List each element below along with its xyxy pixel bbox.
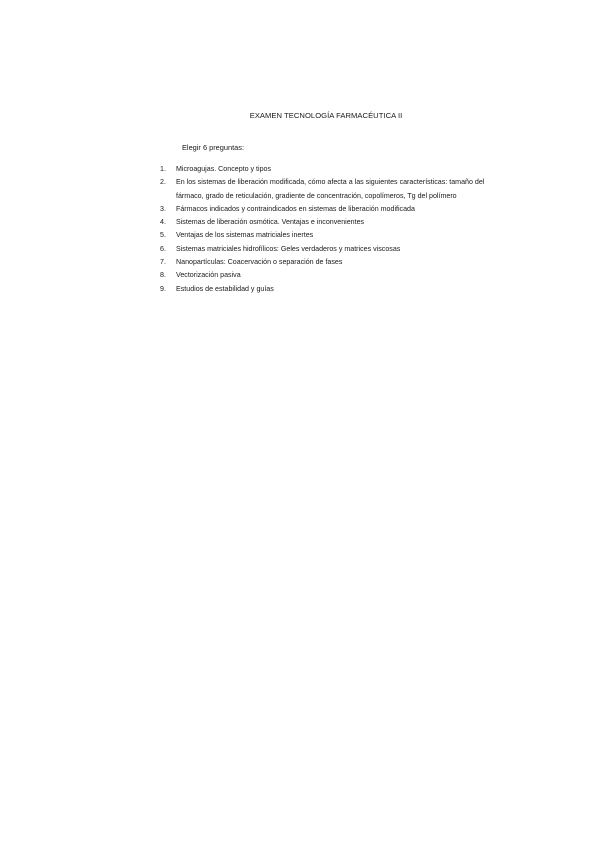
question-number: 9. <box>160 284 166 293</box>
question-text: Microagujas. Concepto y tipos <box>176 165 272 173</box>
question-text: Estudios de estabilidad y guías <box>176 284 274 293</box>
question-text: Ventajas de los sistemas matriciales inertes <box>176 231 314 240</box>
question-item-4 <box>160 216 500 229</box>
question-number: 8. <box>160 271 166 280</box>
question-item-1 <box>160 163 500 176</box>
question-item-8 <box>160 269 500 282</box>
question-number: 7. <box>160 258 166 267</box>
question-number: 5. <box>160 231 166 240</box>
question-text: Vectorización pasiva <box>176 271 241 280</box>
question-item-5 <box>160 229 500 242</box>
question-text: En los sistemas de liberación modificada, cómo afecta a las siguientes características: tamaño del fármaco, grado de reticulación, gradiente de concentración, copolímeros, Tg del polímero <box>176 178 485 200</box>
exam-instruction: Elegir 6 preguntas: <box>182 143 245 152</box>
question-item-2 <box>160 176 500 203</box>
question-number: 1. <box>160 165 166 173</box>
question-number: 2. <box>160 178 166 187</box>
question-item-9 <box>160 283 500 296</box>
document-title: EXAMEN TECNOLOGÍA FARMACÉUTICA II <box>249 111 403 120</box>
question-item-6 <box>160 243 500 256</box>
question-item-7 <box>160 256 500 269</box>
question-text: Fármacos indicados y contraindicados en sistemas de liberación modificada <box>176 204 415 213</box>
question-text: Sistemas de liberación osmótica. Ventajas e inconvenientes <box>176 218 365 227</box>
question-text: Sistemas matriciales hidrofílicos: Geles verdaderos y matrices viscosas <box>176 244 401 253</box>
question-number: 4. <box>160 218 166 227</box>
question-text: Nanopartículas: Coacervación o separación de fases <box>176 258 343 267</box>
question-number: 6. <box>160 244 166 253</box>
question-item-3 <box>160 203 500 216</box>
question-list <box>160 163 500 296</box>
question-number: 3. <box>160 204 166 213</box>
